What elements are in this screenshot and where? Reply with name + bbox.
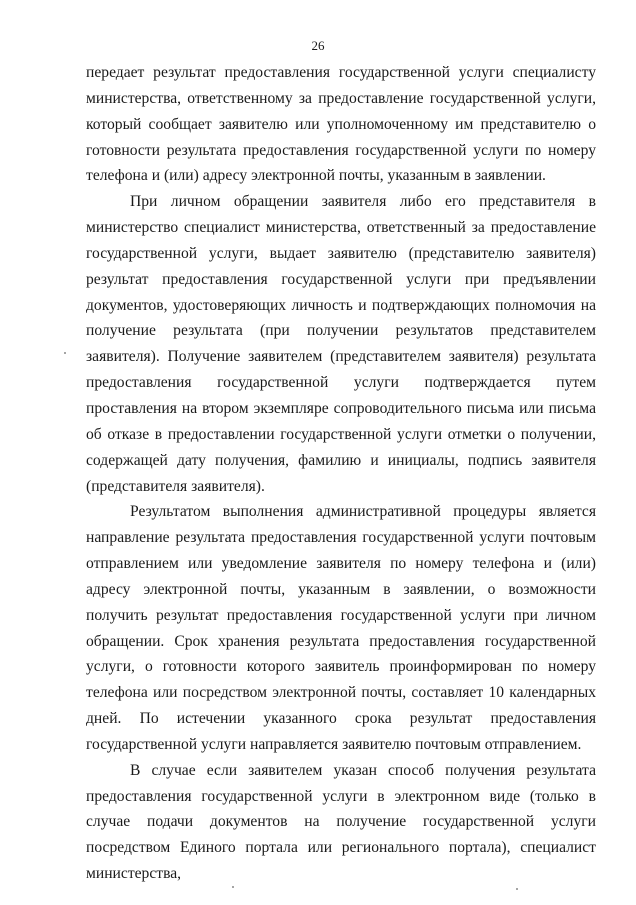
scan-speck: [232, 886, 234, 888]
scan-speck: [516, 888, 518, 890]
scan-speck: [64, 352, 66, 354]
page-number: 26: [311, 38, 325, 53]
paragraph-1: передает результат предоставления государственной услуги специалисту министерства, ответственному за предоставление государственной услуги, который сообщает заявителю или уполномоченному им представителю о готовности результата предоставления государственной услуги по номеру телефона и (или) адресу электронной почты, указанным в заявлении.: [86, 64, 596, 185]
document-body: [86, 60, 596, 887]
paragraph-4: В случае если заявителем указан способ получения результата предоставления государственной услуги в электронном виде (только в случае подачи документов на получение государственной услуги посредством Единого портала или регионального портала), специалист министерства,: [86, 761, 596, 883]
paragraph-2: При личном обращении заявителя либо его представителя в министерство специалист министерства, ответственный за предоставление государственной услуги, выдает заявителю (представителю заявителя) результат предоставления государственной услуги при предъявлении документов, удостоверяющих личность и подтверждающих полномочия на получение результата (при получении результатов представителем заявителя). Получение заявителем (представителем заявителя) результата предоставления государственной услуги подтверждается путем проставления на втором экземпляре сопроводительного письма или письма об отказе в предоставлении государственной услуги отметки о получении, содержащей дату получения, фамилию и инициалы, подпись заявителя (представителя заявителя).: [86, 193, 596, 495]
paragraph-3: Результатом выполнения административной процедуры является направление результата предоставления государственной услуги почтовым отправлением или уведомление заявителя по номеру телефона и (или) адресу электронной почты, указанным в заявлении, о возможности получить результат предоставления государственной услуги при личном обращении. Срок хранения результата предоставления государственной услуги, о готовности которого заявитель проинформирован по номеру телефона или посредством электронной почты, составляет 10 календарных дней. По истечении указанного срока результат предоставления государственной услуги направляется заявителю почтовым отправлением.: [86, 503, 596, 753]
